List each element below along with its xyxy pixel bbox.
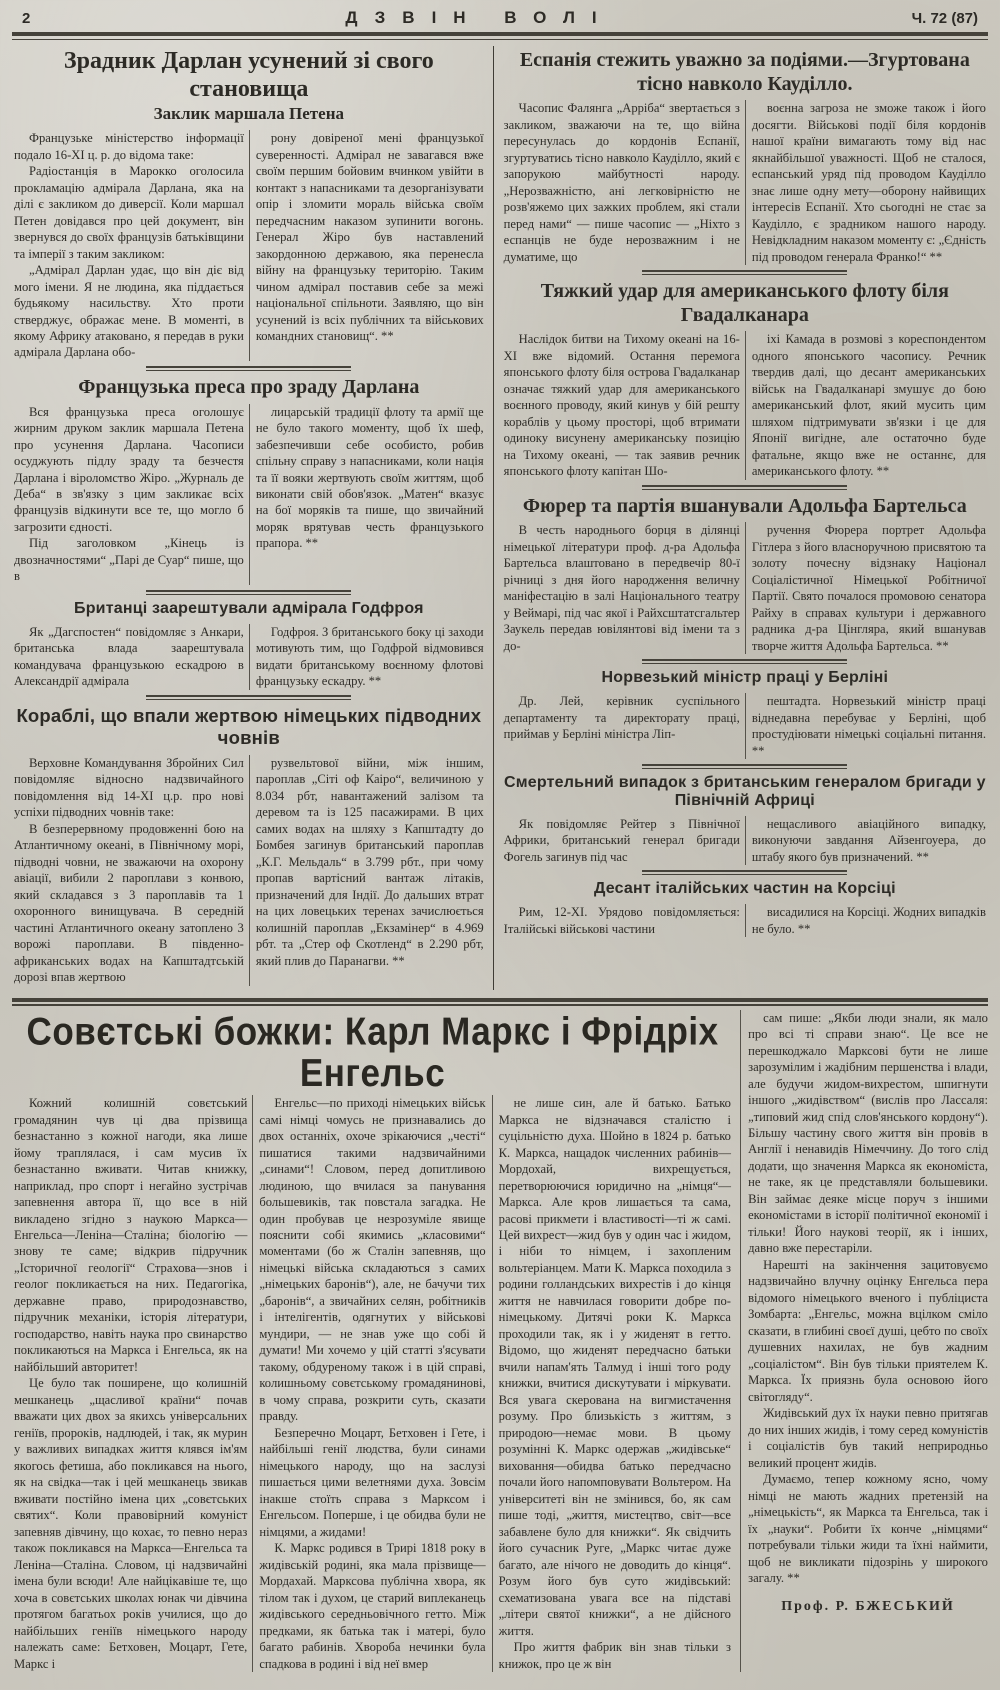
article-title: Кораблі, що впали жертвою німецьких підводних човнів [16,704,482,748]
section-rule [12,998,988,1006]
article-column: Годфроя. З британського боку ці заходи мотивують тим, що Годфрой відмовився видати британському воєнному флотові французьку ескадру. ** [249,624,486,690]
feature-title: Совєтські божки: Карл Маркс і Фрідріх Енгельс [26,1009,719,1095]
masthead-rule [12,32,988,40]
article-godfroy [12,600,486,690]
left-column-section [12,46,493,990]
article-column: Наслідок битви на Тихому океані на 16-XI вже відомий. Остання перемога японського флоту біля острова Гвадалканар означає тяжкий удар для американського воєнного проводу, який кинув у бій решту кораблів у цьому просторі, щоб втримати одиноку висунену американську позицію на Тихому океані, — так заявив речник японського флоту капітан Шо- [503,332,740,479]
article-column: Вся французька преса оголошує жирним друком заклик маршала Петена про усунення Дарлана. Часописи осуджують підлу зраду та безчестя Дарлана і віроломство Жіро. „Журналь де Деба“ в зв'язку з цим закликає всіх французів відкинути все те, що могло б загрозити єдності. Під заголовком „Кінець із двозначностями“ „Парі де Суар“ пише, що в [14,404,244,584]
feature-article [12,1010,988,1672]
feature-column-3: не лише син, але й батько. Батько Маркса не відзначався сталістю і суцільністю духа. Шойно в 1824 р. батько К. Маркса, нащадок численних рабинів—Мордохай, вихрещується, перетворюючися юридично на „німця“—Маркса. Але кров лишається та сама, расові прикмети і властивості—ті ж самі. Цей вихрест—жид був у один час і жидом, і ніби то німцем, і захопленим вольтеріанцем. Мати К. Маркса походила з родини голландських вихрестів і до кінця життя не навчилася говорити добре по-німецькому. Дитячі роки К. Маркса проходили так, як і у жиденят в гетто. Відомо, що жиденят передчасно батьки вчили напам'ять Талмуд і інші того роду книжки, вчитися дискутувати і міркувати. Вся увага скерована на вигмистачення розуму. Про близькість з життям, з природою—немає мови. В цьому розумінні К. Маркс одержав „жидівське“ виховання—обидва батько передчасно почали його напомповувати Вольтером. На університеті він не змінився, бо, як сам пише тоді, „життя, мистецтво, світ—все забавлене було для книжки“. Як свідчить його сучасник Руге, „Маркс читає дуже багато, але нічого не доводить до кінця“. Розум його був суто жидівський: схематизована увага все на підставі „літери святої книжки“, а не дійсного життя. Про життя фабрик він знав тільки з книжок, про це ж він [498,1096,731,1671]
article-column: рузвельтової війни, між іншим, пароплав „Сіті оф Каіро“, величиною у 8.034 рбт, навантажений залізом та деревом та із 125 пасажирами. В цих самих водах на шляху з Капштадту до Бомбея загинув британський пароплав „К.Г. Мельдаль“ в 3.799 рбт., при чому пропав вартісний вантаж літаків, призначений для Індії. До дальших втрат на цих ловецьких теренах зачислюється колишній пароплав „Екзамінер“ в 4.969 рбт. та „Стер оф Скотленд“ в 2.290 рбт, який плив до Паранагви. ** [249,755,486,986]
author-signature: Проф. Р. БЖЕСЬКИЙ [781,1598,955,1614]
article-title: Еспанія стежить уважно за подіями.—Згуртована тісно навколо Кауділло. [519,49,970,95]
feature-column-1: Кожний колишній совєтський громадянин чув ці два прізвища безнастанно з кожної нагоди, яка лише йому траплялася, і сам мусив їх безнастанно вживати. Читав книжку, наприклад, про спорт і негайно зустрічав запевнення автора її, що все в ній викладено згідно з наукою Маркса—Енгельса—Леніна—Сталіна; біологію — знову те саме; відкрив підручник „Історичної геології“ Страхова—знов і геолог покликається на них. Педагогіка, державне право, природознавство, підручник механіки, історія літератури, господарство, навіть наука про свинарство покликаються на Маркса і Енгельса, як на найбільший авторитет! Це було так поширене, що колишній мешканець „щасливої країни“ почав вважати цих двох за якихсь універсальних геніїв, пророків, надлюдей, і так, як мурин у важливих випадках життя клявся ім'ям якогось фетиша, або покликався на нього, як на свідка—так і цей мешканець звикав вживати постійно імена цих „совєтських святих“. Коли правовірний комуніст запевняв дівчину, що кохає, то певно нераз також покликався на Маркса—Енгельса та Леніна—Сталіна. Словом, ці надзвичайні імена були всюди! Але найцікавіше те, що хоча в совєтських школах юнак чи дівчина протягом багатьох років училися, що до найбільших геніїв німецького народу належать саме: Бетховен, Моцарт, Гете, Маркс і [14,1096,248,1671]
article-darlan [12,48,486,361]
article-column: Др. Лей, керівник суспільного департаменту та директорату праці, приймав у Берліні міністра Ліп- [503,694,740,742]
article-title: Десант італійських частин на Корсіці [593,880,896,898]
article-british-general [502,774,988,865]
article-title: Тяжкий удар для американського флоту біля Гвадалканара [540,280,949,326]
article-title: Британці заарештували адмірала Годфроя [74,599,424,617]
article-column: нещасливого авіаційного випадку, виконуючи завдання Айзенгоуера, до штабу якого був призначений. ** [745,816,988,865]
article-separator [642,764,847,769]
feature-left-block [12,1010,740,1672]
article-column: Як „Дагспостен“ повідомляє з Анкари, британська влада заарештувала командувача французькою ескадрою в Александрії адмірала [14,624,244,689]
masthead-title: ДЗВІН ВОЛІ [345,8,614,27]
issue-number: Ч. 72 (87) [911,10,978,27]
article-column: пештадта. Норвезький міністр праці віднедавна перебуває у Берліні, щоб простудіювати німецькі соціальні питання. ** [745,693,988,759]
masthead [12,6,988,31]
article-title: Фюрер та партія вшанували Адольфа Бартельса [522,494,967,517]
article-column: Рим, 12-XI. Урядово повідомляється: Італійські військові частини [503,905,740,936]
article-column: ручення Фюрера портрет Адольфа Гітлера з його власноручною присвятою та золоту почесну відзнаку Націонал Соціалістичної Німецької Робітничої Партії. Свято почалося промовою сенатора Райху в справах культури і державного радника д-ра Цінгляра, який вшанував творче життя Адольфа Бартельса. ** [745,522,988,654]
article-separator [642,659,847,664]
feature-column-2: Енгельс—по приході німецьких військ самі німці чомусь не признавались до двох останніх, охоче зрікаючися „честі“ пишатися такими надзвичайними „синами“! Словом, перед допитливою людиною, що вчилася за панування большевиків, так повстала загадка. Не один пробував це незрозуміле явище пояснити собі якимись „класовими“ моментами (бо ж Сталін запевняв, що німецькі війська складаються з самих „німецьких баронів“), але, не бачучи тих „баронів“, а звичайних селян, робітників і інтелігентів, одягнутих у військові мундири, — не знав уже що собі й думати! Ми хочемо у цій статті з'ясувати такому, обдуреному також і в цій справі, колишньому совєтському громадянинові, в чому справа, розкрити суть, сказати правду. Безперечно Моцарт, Бетховен і Гете, і найбільші генії людства, були синами німецького народу, що на заслузі пишається цими велетнями духа. Зовсім інакше стоїть справа з Марксом і Енгельсом. Поперше, і це обидва були не німцями, а жидами! К. Маркс родився в Трирі 1818 року в жидівській родині, яка мала прізвище—Мордахай. Марксова публічна хвора, як тілом так і духом, це старий виплеканець жидівського середньовічного гетто. Між предками, як батька так і матері, було багато рабинів. Хвороба нечинки була спадкова в родині і від неї вмер [252,1095,492,1672]
article-separator [642,485,847,490]
article-column: воєнна загроза не зможе також і його досягти. Військові події біля кордонів нашої країни вимагають тому від нас якнайбільшої уважності. Щоб не сталося, еспанський уряд під проводом Кауділло знає лише одну мету—оборону найвищих інтересів Еспанії. Хто сьогодні не стає за Кауділло, є зрадником нашого народу. Невідкладним наказом моменту є: „Єдність під проводом генерала Франко!“ ** [745,100,988,265]
article-guadalcanal [502,280,988,480]
article-column: Французьке міністерство інформації подало 16-XI ц. р. до відома таке: Радіостанція в Марокко оголосила прокламацію адмірала Дарлана, яка на ділі є закликом до диверсії. Коли маршал Петен довідався про цей документ, він звернувся до своїх французів батьківщини та імперії з таким закликом: „Адмірал Дарлан удає, що він діє від мого імени. Я не людина, яка піддається будьякому насильству. Хто проти стверджує, ображає мене. В моменті, в якому Африку атаковано, я передав в руки адмірала Дарлана обо- [14,131,244,360]
article-column: Верховне Командування Збройних Сил повідомляє відносно надзвичайного повідомлення від 14-XI ц.р. про нові успіхи підводних човнів таке: В безперервному продовженні бою на Атлантичному океані, в Північному морі, підводні човни, не зважаючи на охорону авіації, вибили 2 пароплави з конвою, який складався з 3 пароплавів та 1 охоронного винищувача. В середній частині Атлантичного океану затоплено 3 ворожі пароплави. В південно-африканських водах на Капштадтській дорозі впав жертвою [14,755,244,985]
article-column: Часопис Фалянга „Арріба“ звертається з закликом, зважаючи на те, що війна пересунулась до кордонів Еспанії, згуртуватись тісно навколо Кауділло, який є запорукою майбутності народу. „Нерозважністю, ані легковірністю не розв'яжемо цих зажких проблем, які стали перед нами“ — пише часопис — „Ніхто з еспанців не буде нерозважним і не думатиме, що [503,101,740,264]
article-subtitle: Заклик маршала Петена [153,104,344,124]
article-separator [146,590,351,595]
article-u-boat-ships [12,705,486,986]
article-column: лицарській традиції флоту та армії ще не було такого моменту, щоб їх шеф, забезпечивши себе особисто, робив спільну справу з напасниками, коли нація та її вояки жертвують своїм життям, щоб виконати свій обов'язок. „Матен“ вказує на бої моряків та пише, що звичайний моряк врятував честь французького прапора. ** [249,404,486,585]
article-column: рону довіреної мені французької суверенності. Адмірал не завагався вже своїм першим бойовим вчинком увійти в контакт з напасниками та дезорганізувати опір і зломити мораль війська своїм передчасним наказом зупинити вогонь. Генерал Жіро був наставлений закордонною державою, яка перенесла війну на французьку територію. Таким чином адмірал поставив себе за межі національної спільноти. Заявляю, що він усунений із всіх публічних та військових командних становищ“. ** [249,130,486,361]
article-column: В честь народнього борця в ділянці німецької літератури проф. д-ра Адольфа Бартельса влаштовано в передвечір 80-ї річниці з дня його народження величну маніфестацію в залі Національного театру у Веймарі, під час якої і Райхсштатсгальтер Заукель передав ювілянтові від імени та з до- [503,523,740,653]
right-column-section [494,46,988,990]
article-column: Як повідомляє Рейтер з Північної Африки, британський генерал бригади Фогель загинув під час [503,816,740,864]
article-separator [642,270,847,275]
feature-column-4-block [740,1010,988,1672]
page-number: 2 [22,10,31,27]
article-title: Французька преса про зраду Дарлана [78,375,420,398]
feature-column-4: сам пише: „Якби люди знали, як мало про всі ті справи знаю“. Це все не перешкоджало Марксові бути не лише зарозумілим і жадібним першенства і влади, але будучи жидом-вихрестом, шпигнути іншого „жидівством“ (вислів про Лассаля: „типовий жид спід слов'янського кордону“). Більшу частину свого життя він провів в Англії і ненавидів Німеччину. До того слід додати, що значення Маркса як економіста, не таке, як це представляли большевики. Він займає деяке місце поруч з іншими економістами в історії політичної економії і тільки! Його наукові теорії, як і інших, давно вже перестаріли. Нарешті на закінчення зацитовуємо надзвичайно влучну оцінку Енгельса пера відомого німецького вченого і публіциста Зомбарта: „Енгельс, можна вцілком сміло сказати, в глибині своєї душі, цебто по своїх душевних нахилах, не був жадним „соціалістом“. Він був тільки приятелем К. Маркса. Їх приязнь була основою його світогляду“. Жидівський дух їх науки певно притягав до них інших жидів, і тому серед комуністів і соціалістів був такий неприродньо великий процент жидів. Думаємо, тепер кожному ясно, чому німці не мають жадних претензій на „німецькість“, як Маркса та Енгельса, так і їх „науки“. Робити їх конче „німцями“ потребували тільки жиди та їхні наймити, щоб не викликати підозрінь у широкого загалу. ** [748,1010,988,1586]
article-column: висадилися на Корсіці. Жодних випадків не було. ** [745,904,988,937]
article-column: іхі Камада в розмові з кореспондентом одного японського часопису. Речник твердив далі, що десант американських військ на Гвадалканарі змушує до бою американський флот, який мусить цим шляхом підтримувати зв'язки і це для Японії вигідне, але остаточно буде фатальне, якщо вже не останнє, для американського флоту. ** [745,331,988,479]
article-separator [146,366,351,371]
article-norwegian-minister [502,669,988,759]
article-title: Зрадник Дарлан усунений зі свого становища [63,48,434,102]
article-french-press [12,376,486,585]
article-spain [502,49,988,265]
article-title: Смертельний випадок з британським генералом бригади у Північній Африці [503,773,986,809]
article-separator [642,870,847,875]
article-bartels [502,495,988,654]
article-corsica [502,880,988,937]
article-separator [146,695,351,700]
article-title: Норвезький міністр праці у Берліні [601,669,889,687]
top-section [12,46,988,990]
